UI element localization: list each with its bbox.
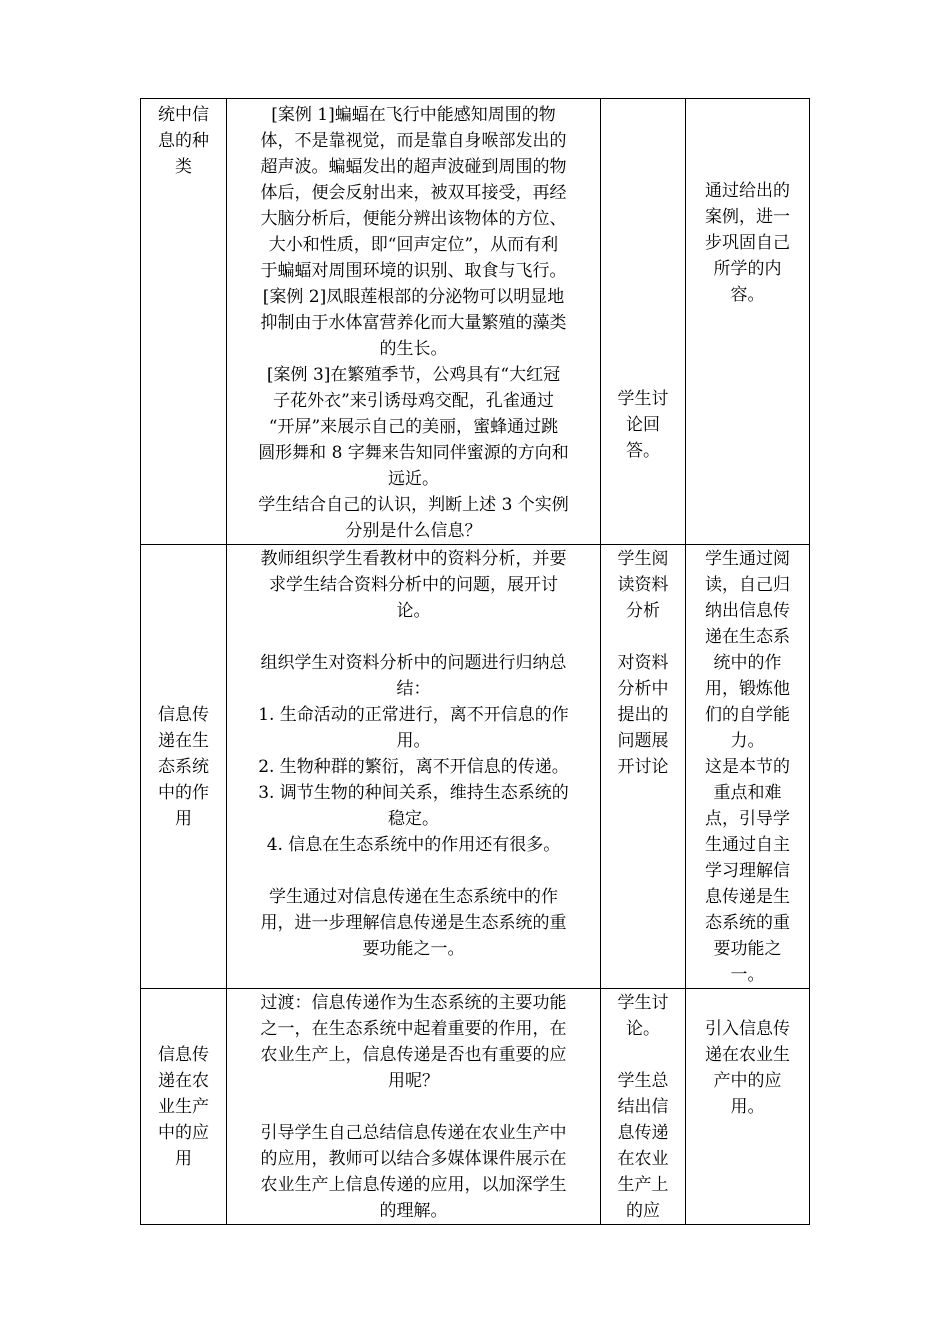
text-line: 容。 xyxy=(730,285,765,305)
case-2-text xyxy=(233,284,594,362)
point-1 xyxy=(233,702,594,754)
text-line: 4. 信息在生态系统中的作用还有很多。 xyxy=(266,835,561,855)
text-line: 产中的应 xyxy=(713,1071,782,1091)
text-line: [案例 1]蝙蝠在飞行中能感知周围的物 xyxy=(271,105,556,125)
text-line: 案例，进一 xyxy=(705,207,790,227)
intent-cell xyxy=(686,545,810,989)
text-line: 息传递是生 xyxy=(705,887,790,907)
text-line: 之一，在生态系统中起着重要的作用，在 xyxy=(260,1019,567,1039)
text-line: 于蝙蝠对周围环境的识别、取食与飞行。 xyxy=(260,261,567,281)
text-line: “开屏”来展示自己的美丽，蜜蜂通过跳 xyxy=(268,417,559,437)
text-line: 学生通过对信息传递在生态系统中的作 xyxy=(269,887,558,907)
student-cell xyxy=(601,545,686,989)
text-line: 中的作 xyxy=(158,782,209,803)
summary-heading xyxy=(233,650,594,702)
point-4 xyxy=(233,832,594,858)
text-line: 递在生态系 xyxy=(705,627,790,647)
topic-cell xyxy=(141,989,227,1225)
text-line: 组织学生对资料分析中的问题进行归纳总 xyxy=(260,653,567,673)
text-line: 业生产 xyxy=(158,1096,209,1117)
text-line: 学生阅 xyxy=(617,549,669,569)
text-line: 力。 xyxy=(730,731,765,751)
lesson-plan-table xyxy=(140,98,810,1225)
text-line: 问题展 xyxy=(617,731,669,751)
text-line: 的生长。 xyxy=(379,339,448,359)
text-line: 信息传 xyxy=(158,704,209,725)
text-line: 子花外衣”来引诱母鸡交配，孔雀通过 xyxy=(273,391,554,411)
text-line: 开讨论 xyxy=(617,757,669,777)
text-line: 学生讨 xyxy=(617,389,669,409)
text-line: 这是本节的 xyxy=(705,757,790,777)
text-line: 要功能之一。 xyxy=(362,939,465,959)
text-line: 学生总 xyxy=(617,1071,669,1091)
case-1-text xyxy=(233,102,594,284)
text-line: 求学生结合资料分析中的问题，展开讨 xyxy=(269,575,558,595)
text-line: 用。 xyxy=(396,731,431,751)
activity-cell xyxy=(227,989,601,1225)
intro-text xyxy=(233,546,594,624)
text-line: 大脑分析后，便能分辨出该物体的方位、 xyxy=(260,209,567,229)
intent-cell xyxy=(686,989,810,1225)
text-line: 结： xyxy=(396,679,431,699)
activity-cell xyxy=(227,99,601,545)
text-line: 生产上 xyxy=(617,1175,669,1195)
text-line: 通过给出的 xyxy=(705,181,790,201)
text-line: 中的应 xyxy=(158,1122,209,1143)
text-line: 用。 xyxy=(730,1097,765,1117)
text-line: 要功能之 xyxy=(713,939,782,959)
text-line: 抑制由于水体富营养化而大量繁殖的藻类 xyxy=(260,313,567,333)
point-3 xyxy=(233,780,594,832)
text-line: 息的种 xyxy=(158,131,209,151)
text-line: 教师组织学生看教材中的资料分析，并要 xyxy=(260,549,567,569)
transition-text xyxy=(233,990,594,1094)
question-text xyxy=(233,492,594,544)
text-line: 态系统的重 xyxy=(705,913,790,933)
guide-text xyxy=(233,1120,594,1224)
text-line: 息传递 xyxy=(617,1123,669,1143)
student-cell xyxy=(601,99,686,545)
point-2 xyxy=(233,754,594,780)
text-line: 2. 生物种群的繁衍，离不开信息的传递。 xyxy=(258,757,569,777)
topic-cell xyxy=(141,99,227,545)
text-line: 递在农业生 xyxy=(705,1045,790,1065)
text-line: 纳出信息传 xyxy=(705,601,790,621)
text-line: 体后，便会反射出来，被双耳接受，再经 xyxy=(260,183,567,203)
text-line: 用 xyxy=(175,1148,192,1169)
text-line: 答。 xyxy=(626,441,660,461)
text-line: 们的自学能 xyxy=(705,705,790,725)
text-line: 引入信息传 xyxy=(705,1019,790,1039)
text-line: 论。 xyxy=(626,1019,660,1039)
table-row xyxy=(141,545,810,989)
text-line: 远近。 xyxy=(388,469,439,489)
text-line: 递在农 xyxy=(158,1070,209,1091)
text-line: 所学的内 xyxy=(713,259,782,279)
text-line: 论回 xyxy=(626,415,660,435)
text-line: 点，引导学 xyxy=(705,809,790,829)
text-line: 分别是什么信息？ xyxy=(345,521,482,541)
text-line: 生通过自主 xyxy=(705,835,790,855)
conclusion-text xyxy=(233,884,594,962)
intent-cell xyxy=(686,99,810,545)
text-line: 用呢？ xyxy=(388,1071,439,1091)
student-cell xyxy=(601,989,686,1225)
text-line: 引导学生自己总结信息传递在农业生产中 xyxy=(260,1123,567,1143)
activity-cell xyxy=(227,545,601,989)
text-line: 1. 生命活动的正常进行，离不开信息的作 xyxy=(258,705,569,725)
text-line: 读资料 xyxy=(617,575,669,595)
text-line: 统中的作 xyxy=(713,653,782,673)
text-line: 分析中 xyxy=(617,679,669,699)
text-line: 用 xyxy=(175,808,192,829)
text-line: 重点和难 xyxy=(713,783,782,803)
text-line: 稳定。 xyxy=(388,809,439,829)
text-line: 学生通过阅 xyxy=(705,549,790,569)
text-line: 对资料 xyxy=(617,653,669,673)
table-row xyxy=(141,99,810,545)
text-line: 统中信 xyxy=(158,105,209,125)
text-line: 态系统 xyxy=(158,756,209,777)
table-row xyxy=(141,989,810,1225)
text-line: 用，进一步理解信息传递是生态系统的重 xyxy=(260,913,567,933)
text-line: 一。 xyxy=(730,965,765,985)
text-line: 学生结合自己的认识，判断上述 3 个实例 xyxy=(258,495,569,515)
topic-cell xyxy=(141,545,227,989)
text-line: 学习理解信 xyxy=(705,861,790,881)
text-line: 提出的 xyxy=(617,705,669,725)
text-line: 分析 xyxy=(626,601,660,621)
text-line: 超声波。蝙蝠发出的超声波碰到周围的物 xyxy=(260,157,567,177)
text-line: 用，锻炼他 xyxy=(705,679,790,699)
text-line: 读，自己归 xyxy=(705,575,790,595)
text-line: 论。 xyxy=(396,601,431,621)
text-line: 递在生 xyxy=(158,730,209,751)
text-line: 在农业 xyxy=(617,1149,669,1169)
text-line: [案例 2]凤眼莲根部的分泌物可以明显地 xyxy=(262,287,565,307)
text-line: 农业生产上信息传递的应用，以加深学生 xyxy=(260,1175,567,1195)
text-line: 圆形舞和 8 字舞来告知同伴蜜源的方向和 xyxy=(258,443,569,463)
text-line: [案例 3]在繁殖季节，公鸡具有“大红冠 xyxy=(266,365,561,385)
text-line: 的应 xyxy=(626,1201,660,1221)
text-line: 的理解。 xyxy=(379,1201,448,1221)
text-line: 类 xyxy=(175,157,192,177)
text-line: 过渡：信息传递作为生态系统的主要功能 xyxy=(260,993,567,1013)
text-line: 信息传 xyxy=(158,1044,209,1065)
text-line: 结出信 xyxy=(617,1097,669,1117)
text-line: 大小和性质，即“回声定位”，从而有利 xyxy=(268,235,559,255)
text-line: 的应用，教师可以结合多媒体课件展示在 xyxy=(260,1149,567,1169)
text-line: 学生讨 xyxy=(617,993,669,1013)
text-line: 体，不是靠视觉，而是靠自身喉部发出的 xyxy=(260,131,567,151)
text-line: 农业生产上，信息传递是否也有重要的应 xyxy=(260,1045,567,1065)
case-3-text xyxy=(233,362,594,492)
text-line: 3. 调节生物的种间关系，维持生态系统的 xyxy=(258,783,569,803)
text-line: 步巩固自己 xyxy=(705,233,790,253)
